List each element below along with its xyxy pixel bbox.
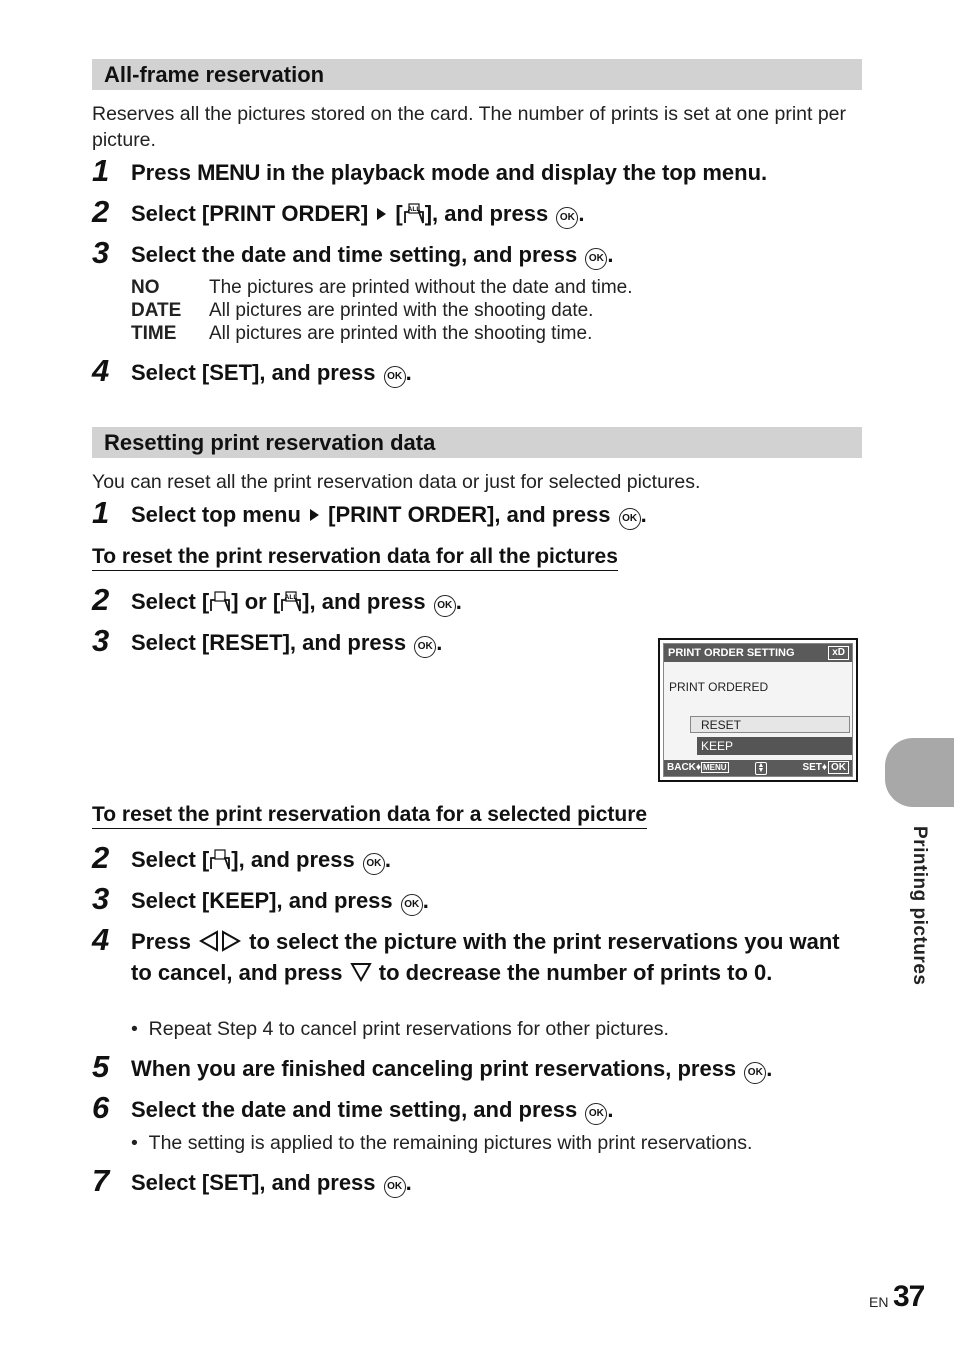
section-header-all-frame — [92, 59, 862, 90]
language-label: EN — [869, 1294, 889, 1310]
step-number: 4 — [92, 353, 110, 388]
chapter-label: Printing pictures — [909, 826, 930, 986]
step-text: Select the date and time setting, and press OK . — [131, 241, 613, 270]
step-number: 6 — [92, 1090, 110, 1125]
arrow-right-icon — [310, 509, 319, 521]
screen-option-keep[interactable]: KEEP — [697, 737, 852, 755]
chapter-tab — [885, 738, 954, 807]
step-text: Select [SET], and press OK . — [131, 359, 412, 388]
step-text: Select [KEEP], and press OK . — [131, 887, 429, 916]
ok-button-icon: OK — [434, 595, 456, 617]
ok-button-icon: OK — [585, 248, 607, 270]
step-number: 3 — [92, 235, 110, 270]
step-number: 1 — [92, 495, 110, 530]
step-text: When you are finished canceling print reservations, press OK . — [131, 1055, 772, 1084]
step-number: 2 — [92, 194, 110, 229]
menu-button-label: MENU — [197, 160, 260, 185]
ok-button-icon: OK — [384, 1176, 406, 1198]
camera-screen-illustration — [658, 638, 858, 782]
bullet-note: • The setting is applied to the remaining pictures with print reservations. — [131, 1132, 753, 1154]
subsection-heading-all: To reset the print reservation data for all the pictures — [92, 545, 618, 571]
section-title: All-frame reservation — [104, 62, 325, 87]
section-header-resetting — [92, 427, 862, 458]
section-intro: Reserves all the pictures stored on the card. The number of prints is set at one print per picture. — [92, 103, 847, 151]
up-down-arrow-icon: ▲ ▼ — [755, 762, 767, 775]
ok-button-icon: OK — [384, 366, 406, 388]
step-text: Select the date and time setting, and press OK . — [131, 1096, 613, 1125]
step-text: Select [SET], and press OK . — [131, 1169, 412, 1198]
left-right-arrows-icon — [197, 930, 243, 959]
page-number: 37 — [893, 1280, 925, 1313]
screen-footer-bar — [664, 760, 852, 776]
screen-set-hint: SET♦ OK — [802, 760, 849, 776]
print-single-icon — [209, 848, 231, 870]
step-text: Press to select the picture with the print reservations you want to cancel, and press to decrease the number of prints to 0. — [131, 928, 866, 989]
ok-button-icon: OK — [585, 1103, 607, 1125]
bullet-note: • Repeat Step 4 to cancel print reservations for other pictures. — [131, 1018, 669, 1040]
screen-status: PRINT ORDERED — [669, 680, 769, 694]
step-number: 5 — [92, 1049, 110, 1084]
ok-button-icon: OK — [744, 1062, 766, 1084]
print-all-icon — [280, 590, 302, 612]
screen-title: PRINT ORDER SETTING — [668, 647, 795, 659]
ok-button-icon: OK — [414, 636, 436, 658]
section-intro: You can reset all the print reservation data or just for selected pictures. — [92, 471, 701, 493]
step-text: Select [ ], and press OK . — [131, 846, 391, 875]
subsection-heading-selected: To reset the print reservation data for a selected picture — [92, 803, 647, 829]
step-number: 7 — [92, 1163, 110, 1198]
ok-button-icon: OK — [401, 894, 423, 916]
step-text: Select [RESET], and press OK . — [131, 629, 442, 658]
print-all-icon — [403, 202, 425, 224]
print-single-icon — [209, 590, 231, 612]
ok-button-icon: OK — [556, 207, 578, 229]
screen-display — [663, 643, 853, 777]
screen-option-reset[interactable]: RESET — [690, 716, 850, 733]
section-title: Resetting print reservation data — [104, 430, 436, 455]
step-number: 2 — [92, 840, 110, 875]
step-text: Select top menu [PRINT ORDER], and press OK . — [131, 501, 647, 530]
screen-back-hint: BACK♦ MENU — [667, 762, 727, 773]
step-number: 2 — [92, 582, 110, 617]
ok-button-icon: OK — [363, 853, 385, 875]
step-number: 3 — [92, 623, 110, 658]
arrow-right-icon — [377, 208, 386, 220]
step-text: Select [PRINT ORDER] [ ALL ], and press OK . — [131, 200, 584, 229]
ok-button-icon: OK — [619, 508, 641, 530]
svg-text:ALL: ALL — [407, 206, 421, 213]
down-arrow-icon — [349, 961, 373, 990]
screen-title-bar — [664, 644, 852, 662]
step-number: 4 — [92, 922, 110, 957]
step-number: 3 — [92, 881, 110, 916]
svg-text:ALL: ALL — [284, 594, 298, 601]
step-number: 1 — [92, 153, 110, 188]
xd-card-icon: xD — [828, 646, 849, 660]
step-text: Press MENU in the playback mode and display the top menu. — [131, 160, 768, 185]
step-text: Select [ ] or [ ALL ], and press OK . — [131, 588, 462, 617]
